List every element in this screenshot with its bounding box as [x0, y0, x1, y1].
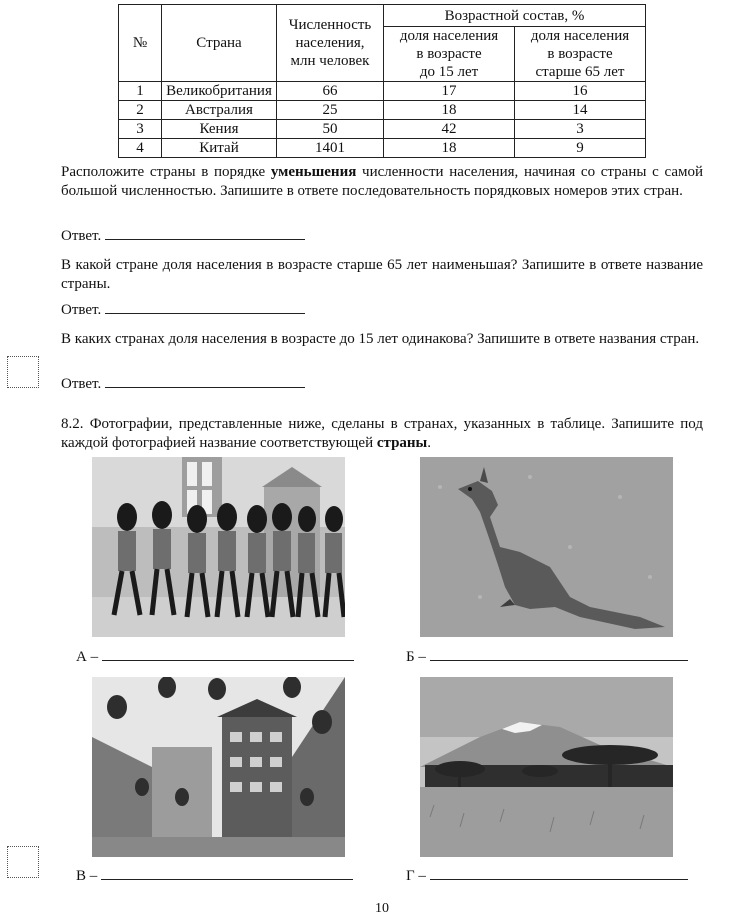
caption-v: В –	[76, 865, 353, 886]
caption-g: Г –	[406, 865, 688, 886]
population-table	[118, 4, 646, 158]
table-row: 2 Австралия 25 18 14	[119, 101, 646, 120]
answer-1: Ответ.	[61, 225, 305, 246]
caption-b-line[interactable]	[430, 646, 688, 661]
table-row: 3 Кения 50 42 3	[119, 120, 646, 139]
header-under15: доля населения в возрасте до 15 лет	[384, 27, 515, 82]
answer-3: Ответ.	[61, 373, 305, 394]
answer-2: Ответ.	[61, 299, 305, 320]
header-age-group: Возрастной состав, %	[384, 5, 646, 27]
table-row: 4 Китай 1401 18 9	[119, 139, 646, 158]
task-8-2-text: 8.2. Фотографии, представленные ниже, сделаны в странах, указанных в таблице. Запишите под каждой фотографией название соответствующей страны.	[61, 416, 703, 451]
caption-g-line[interactable]	[430, 865, 688, 880]
table-row: 1 Великобритания 66 17 16	[119, 82, 646, 101]
question-over65-text: В какой стране доля населения в возрасте старше 65 лет наименьшая? Запишите в ответе название страны.	[61, 257, 703, 292]
answer-3-line[interactable]	[105, 373, 305, 388]
page-number: 10	[375, 901, 389, 916]
answer-1-line[interactable]	[105, 225, 305, 240]
header-country: Страна	[162, 5, 277, 82]
header-population: Численность населения, млн человек	[277, 5, 384, 82]
score-box[interactable]	[7, 846, 39, 878]
chinese-street-photo	[92, 677, 345, 857]
caption-a: А –	[76, 646, 354, 667]
question-order-text: Расположите страны в порядке уменьшения численности населения, начиная со страны с самой большой численностью. Запишите в ответе последовательность порядковых номеров этих стран.	[61, 164, 704, 199]
score-box[interactable]	[7, 356, 39, 388]
answer-2-line[interactable]	[105, 299, 305, 314]
kangaroo-photo	[420, 457, 673, 637]
question-under15-text: В каких странах доля населения в возрасте до 15 лет одинакова? Запишите в ответе названия стран.	[61, 331, 700, 347]
header-num: №	[119, 5, 162, 82]
guards-parade-photo	[92, 457, 345, 637]
caption-b: Б –	[406, 646, 688, 667]
header-over65: доля населения в возрасте старше 65 лет	[515, 27, 646, 82]
caption-a-line[interactable]	[102, 646, 354, 661]
kilimanjaro-savanna-photo	[420, 677, 673, 857]
caption-v-line[interactable]	[101, 865, 353, 880]
